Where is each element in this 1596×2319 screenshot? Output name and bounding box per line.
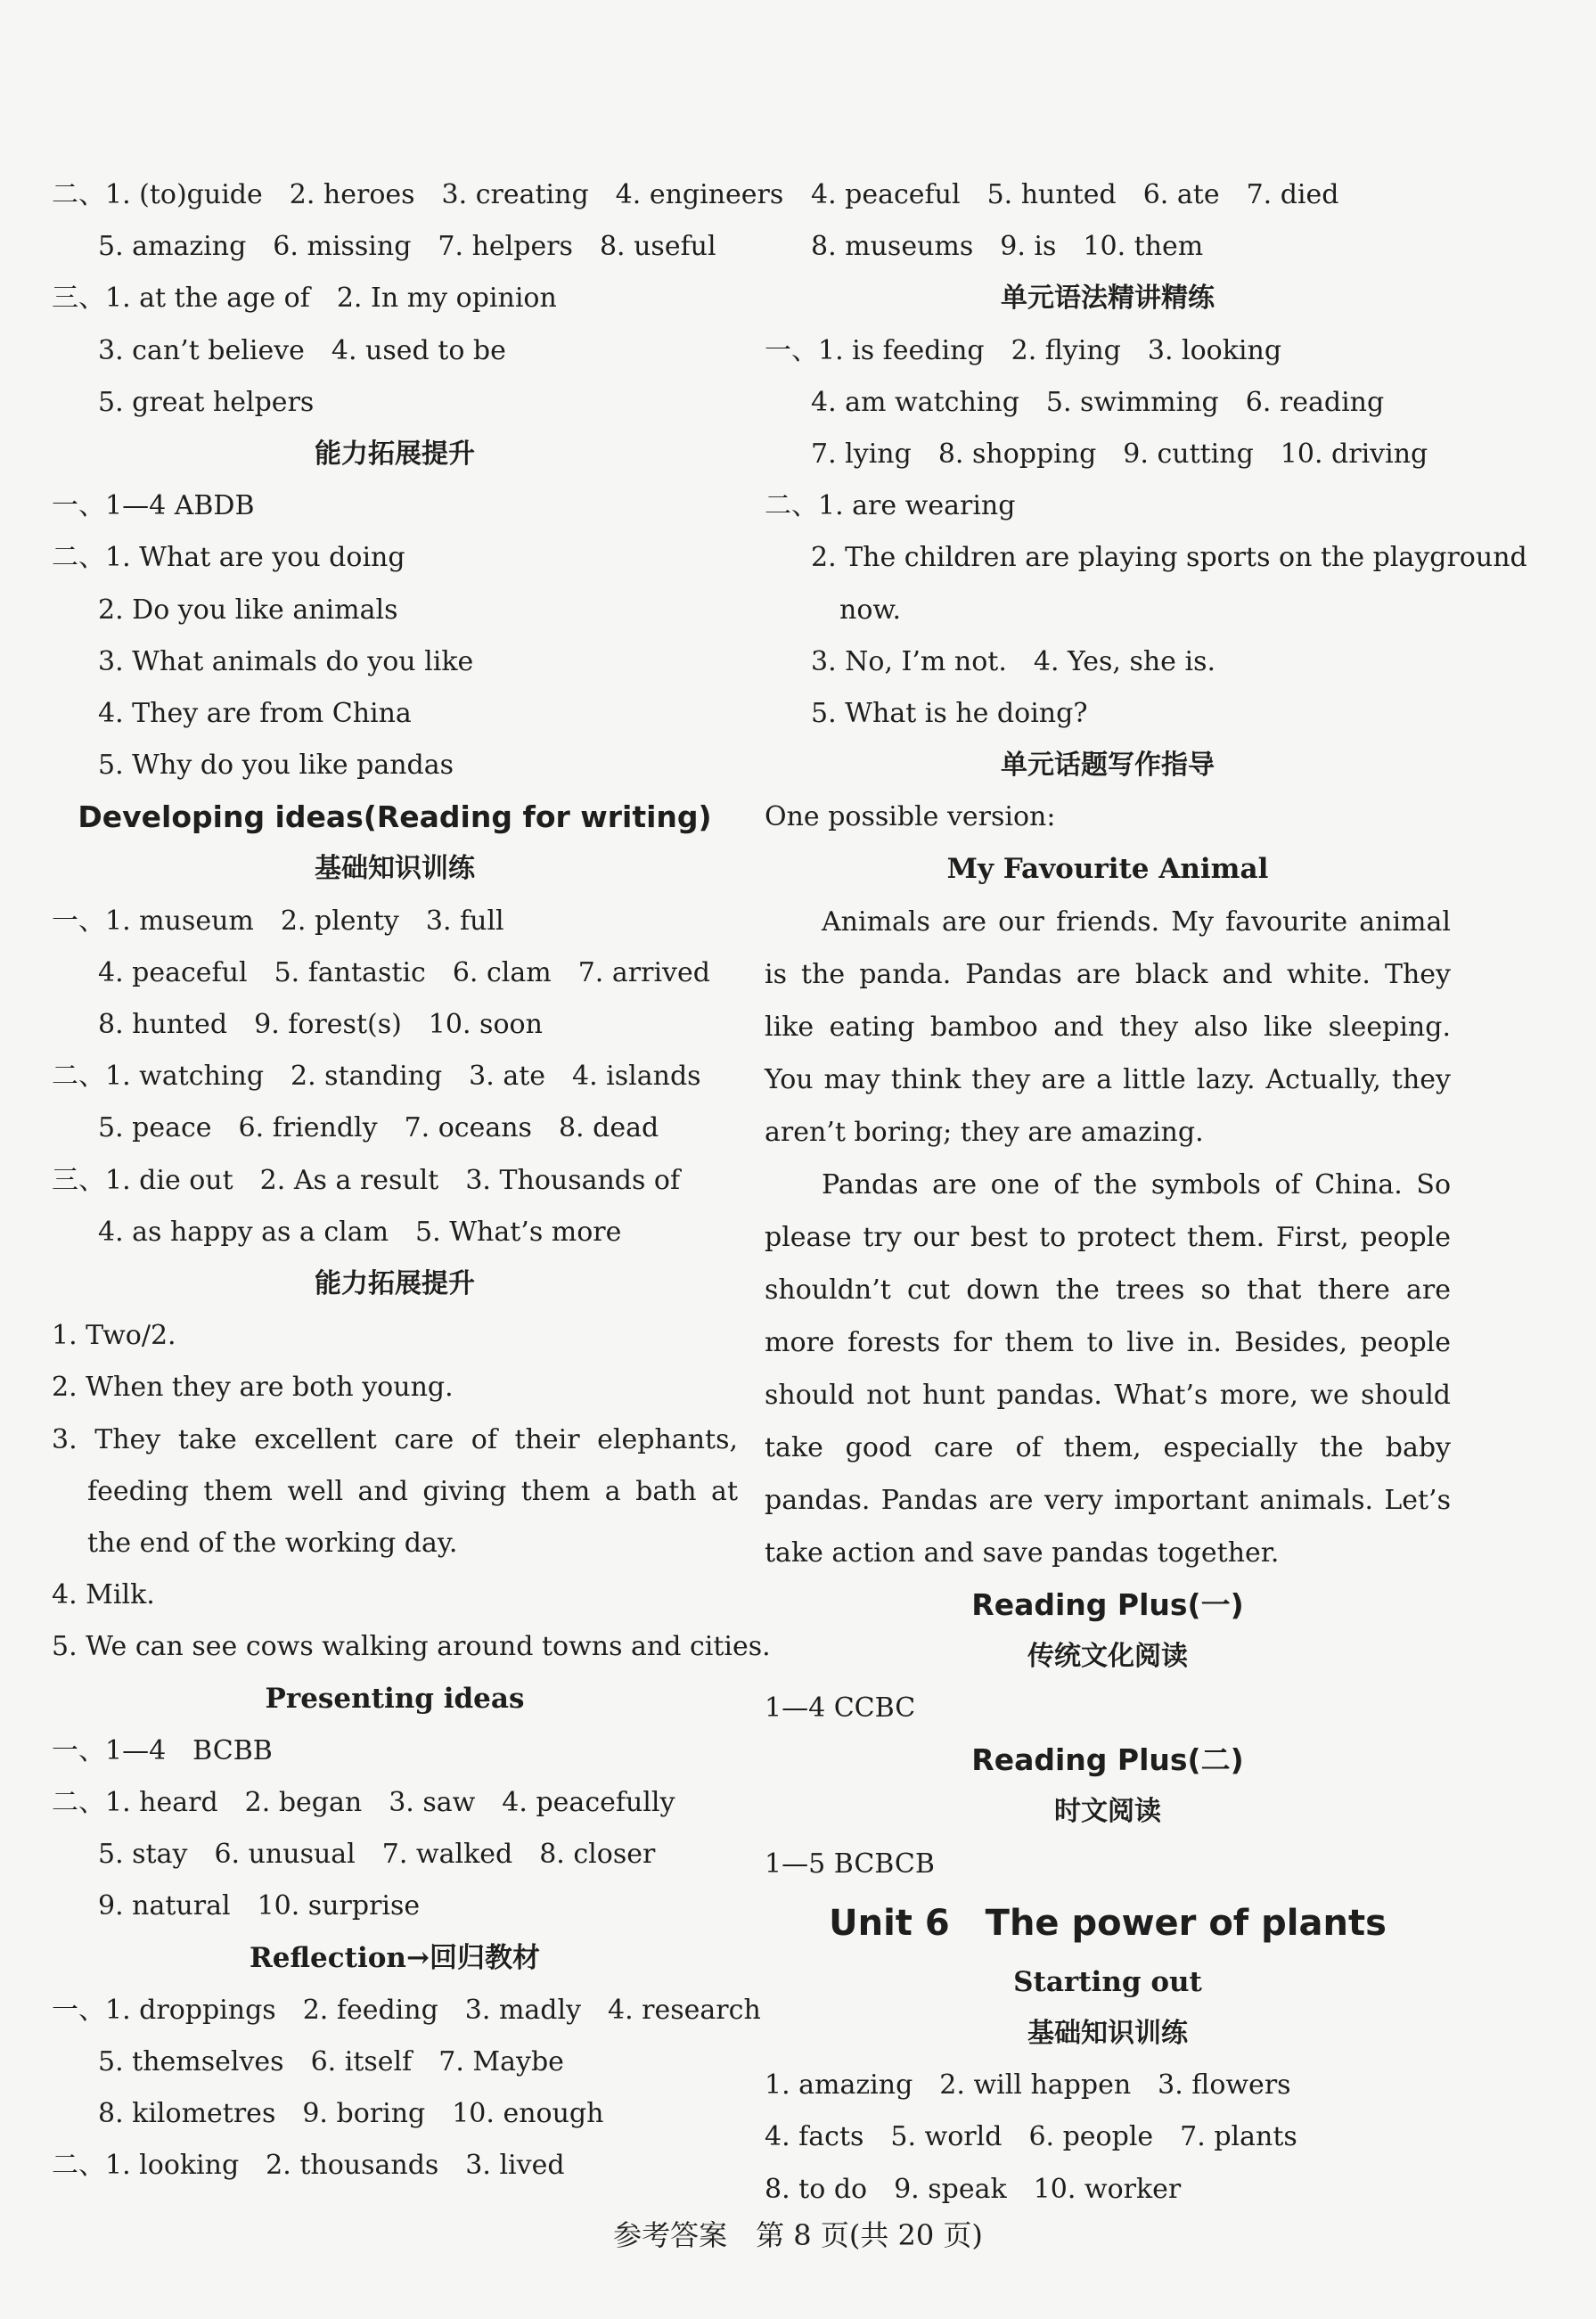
answer-line: 4. peaceful 5. fantastic 6. clam 7. arrived xyxy=(98,956,710,988)
answer-line: 5. stay 6. unusual 7. walked 8. closer xyxy=(98,1839,656,1871)
intro-line: One possible version: xyxy=(765,801,1056,833)
section-heading: 基础知识训练 xyxy=(315,853,475,885)
answer-line: 5. We can see cows walking around towns and cities. xyxy=(52,1631,771,1663)
answer-line: 二、1. What are you doing xyxy=(52,542,405,574)
answer-line: 1. Two/2. xyxy=(52,1320,176,1352)
answer-line: 4. as happy as a clam 5. What’s more xyxy=(98,1216,622,1248)
section-heading: Reflection→回归教材 xyxy=(250,1942,540,1975)
answer-paragraph: 3. They take excellent care of their elephants, feeding them well and giving them a bath at the end of the working day. xyxy=(52,1423,738,1559)
section-heading: 单元语法精讲精练 xyxy=(1001,283,1215,315)
section-heading: 基础知识训练 xyxy=(1027,2017,1188,2049)
answer-line: 4. peaceful 5. hunted 6. ate 7. died xyxy=(811,179,1339,210)
section-heading: Reading Plus(二) xyxy=(971,1742,1244,1778)
section-heading: 传统文化阅读 xyxy=(1027,1640,1188,1672)
answer-line: 5. peace 6. friendly 7. oceans 8. dead xyxy=(98,1112,659,1144)
answer-line: 三、1. at the age of 2. In my opinion xyxy=(52,283,557,315)
page-footer: 参考答案 第 8 页(共 20 页) xyxy=(613,2218,983,2252)
answer-line: 二、1. looking 2. thousands 3. lived xyxy=(52,2150,565,2182)
answer-line: 5. amazing 6. missing 7. helpers 8. useful xyxy=(98,231,716,263)
answer-line: 二、1. heard 2. began 3. saw 4. peacefully xyxy=(52,1786,675,1818)
answer-line: 4. facts 5. world 6. people 7. plants xyxy=(765,2121,1297,2153)
right-column xyxy=(765,169,1527,2216)
answer-line: 5. What is he doing? xyxy=(811,697,1088,729)
answer-line: 4. am watching 5. swimming 6. reading xyxy=(811,386,1385,418)
answer-line: 3. What animals do you like xyxy=(98,645,474,677)
answer-line: 9. natural 10. surprise xyxy=(98,1890,421,1922)
answer-line: 4. Milk. xyxy=(52,1579,155,1611)
answer-line: 三、1. die out 2. As a result 3. Thousands of xyxy=(52,1164,681,1196)
left-column xyxy=(52,169,784,2192)
answer-line: 8. hunted 9. forest(s) 10. soon xyxy=(98,1009,543,1040)
answer-line: 一、1. is feeding 2. flying 3. looking xyxy=(765,334,1282,366)
section-heading: 时文阅读 xyxy=(1054,1796,1161,1828)
answer-line: 二、1. watching 2. standing 3. ate 4. islands xyxy=(52,1061,701,1093)
answer-line: 1—4 CCBC xyxy=(765,1692,916,1724)
answer-line: 5. great helpers xyxy=(98,386,315,418)
section-heading: 能力拓展提升 xyxy=(315,438,475,470)
answer-line: 8. museums 9. is 10. them xyxy=(811,231,1204,263)
answer-line: 3. No, I’m not. 4. Yes, she is. xyxy=(811,645,1215,677)
essay-paragraph: Pandas are one of the symbols of China. So please try our best to protect them. First, people shouldn’t cut down the trees so that there are more forests for them to live in. Besides, people should not hunt pandas. What’s more, we should take good care of them, especially the baby pandas. Pandas are very important animals. Let’s take action and save pandas together. xyxy=(765,1168,1451,1569)
answer-line: 2. Do you like animals xyxy=(98,594,398,626)
answer-line: 1. amazing 2. will happen 3. flowers xyxy=(765,2069,1291,2102)
answer-line: 8. kilometres 9. boring 10. enough xyxy=(98,2097,604,2129)
section-heading: Reading Plus(一) xyxy=(971,1586,1244,1622)
answer-line: 2. The children are playing sports on the playground xyxy=(811,542,1527,574)
essay-paragraph: Animals are our friends. My favourite animal is the panda. Pandas are black and white. They like eating bamboo and they also like sleeping. You may think they are a little lazy. Actually, they aren’t boring; they are amazing. xyxy=(765,905,1451,1148)
answer-line: 一、1—4 ABDB xyxy=(52,490,255,522)
answer-line: 3. can’t believe 4. used to be xyxy=(98,334,506,366)
answer-line: 4. They are from China xyxy=(98,697,412,729)
section-heading: Developing ideas(Reading for writing) xyxy=(78,799,712,835)
section-heading: Presenting ideas xyxy=(265,1683,525,1716)
answer-line: now. xyxy=(839,594,902,626)
answer-line: 5. Why do you like pandas xyxy=(98,750,454,782)
answer-line: 二、1. (to)guide 2. heroes 3. creating 4. engineers xyxy=(52,179,784,210)
answer-line: 8. to do 9. speak 10. worker xyxy=(765,2173,1182,2205)
answer-line: 一、1. museum 2. plenty 3. full xyxy=(52,905,504,937)
answer-line: 5. themselves 6. itself 7. Maybe xyxy=(98,2045,564,2077)
answer-line: 二、1. are wearing xyxy=(765,490,1016,522)
section-heading: 单元话题写作指导 xyxy=(1001,750,1215,782)
answer-line: 7. lying 8. shopping 9. cutting 10. driving xyxy=(811,438,1428,470)
section-heading: 能力拓展提升 xyxy=(315,1267,475,1299)
answer-line: 1—5 BCBCB xyxy=(765,1848,935,1880)
answer-line: 一、1. droppings 2. feeding 3. madly 4. research xyxy=(52,1994,761,2026)
essay-title: My Favourite Animal xyxy=(946,853,1269,886)
unit-title: Unit 6 The power of plants xyxy=(829,1902,1387,1944)
answer-line: 一、1—4 BCBB xyxy=(52,1734,273,1766)
section-heading: Starting out xyxy=(1013,1965,1202,1998)
answer-line: 2. When they are both young. xyxy=(52,1372,454,1404)
